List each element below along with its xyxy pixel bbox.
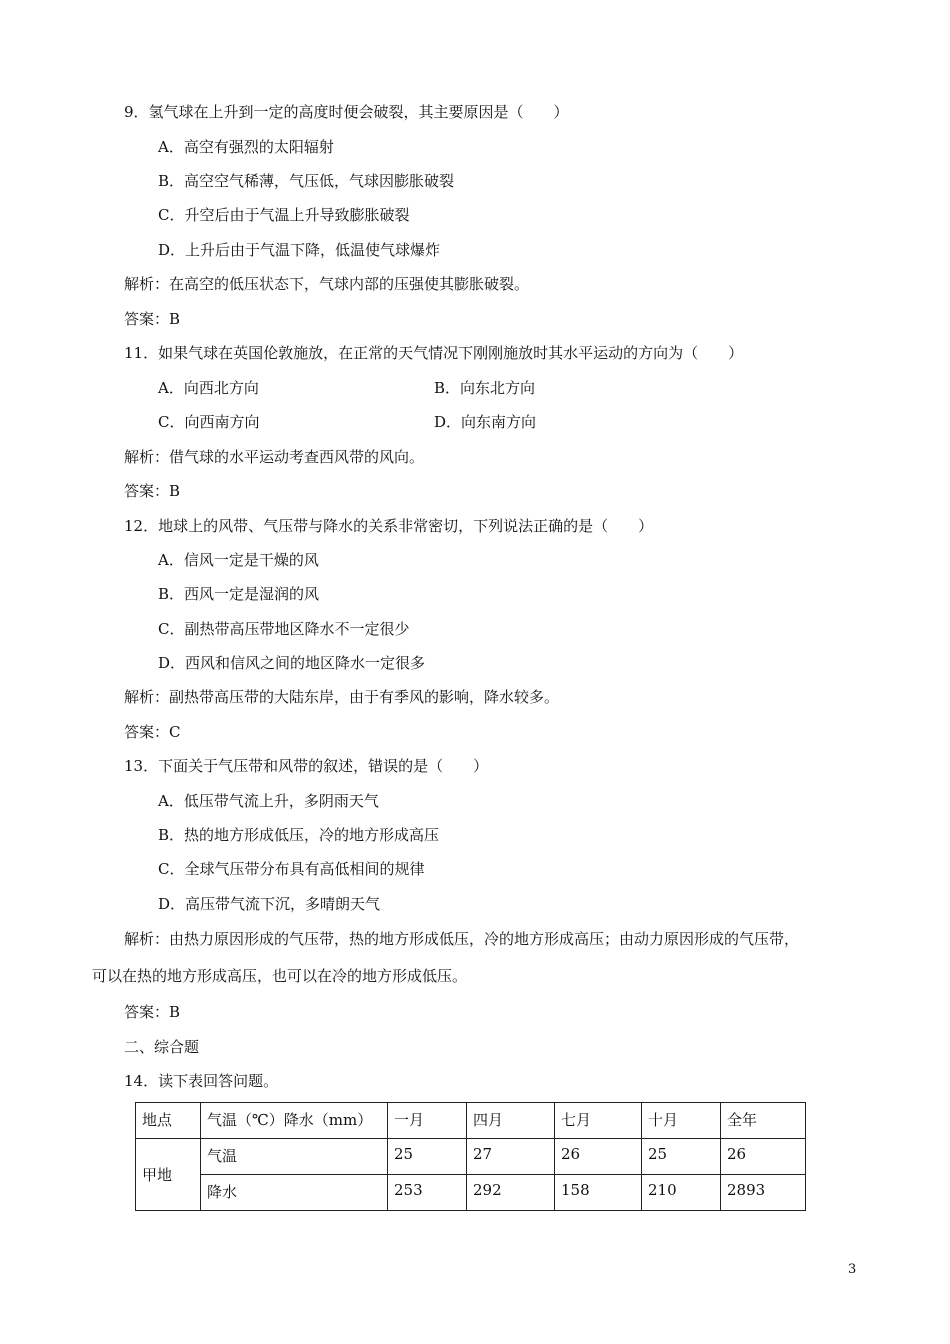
header-oct: 十月 [642,1103,721,1139]
place-cell: 甲地 [136,1139,201,1211]
question-12-option-b: B．西风一定是湿润的风 [158,585,320,603]
question-9-option-d: D．上升后由于气温下降，低温使气球爆炸 [158,241,441,259]
table-cell: 27 [467,1139,555,1175]
section-heading: 二、综合题 [124,1038,200,1056]
question-13-option-b: B．热的地方形成低压，冷的地方形成高压 [158,826,440,844]
row-label-precip: 降水 [201,1175,388,1211]
question-12-option-c: C．副热带高压带地区降水不一定很少 [158,620,410,638]
row-label-temp: 气温 [201,1139,388,1175]
table-header-row [136,1103,806,1139]
table-cell: 158 [555,1175,642,1211]
question-11-stem: 11．如果气球在英国伦敦施放，在正常的天气情况下刚刚施放时其水平运动的方向为（ ） [124,344,744,362]
question-11-option-c: C．向西南方向 [158,413,260,431]
question-13-explanation-line-2: 可以在热的地方形成高压，也可以在冷的地方形成低压。 [92,967,468,985]
table-cell: 253 [388,1175,467,1211]
question-9-explanation: 解析：在高空的低压状态下，气球内部的压强使其膨胀破裂。 [124,275,530,293]
header-jul: 七月 [555,1103,642,1139]
question-11-option-b: B．向东北方向 [434,379,536,397]
question-13-option-d: D．高压带气流下沉，多晴朗天气 [158,895,381,913]
question-9-option-c: C．升空后由于气温上升导致膨胀破裂 [158,206,410,224]
table-row [136,1175,806,1211]
header-apr: 四月 [467,1103,555,1139]
question-9-answer: 答案：B [124,310,181,328]
header-place: 地点 [136,1103,201,1139]
table-cell: 26 [721,1139,806,1175]
question-13-answer: 答案：B [124,1003,181,1021]
question-12-option-d: D．西风和信风之间的地区降水一定很多 [158,654,426,672]
question-13-option-a: A．低压带气流上升，多阴雨天气 [158,792,379,810]
table-cell: 292 [467,1175,555,1211]
question-9-option-a: A．高空有强烈的太阳辐射 [158,138,334,156]
table-cell: 210 [642,1175,721,1211]
question-13-option-c: C．全球气压带分布具有高低相间的规律 [158,860,425,878]
question-13-stem: 13．下面关于气压带和风带的叙述，错误的是（ ） [124,757,489,775]
question-12-answer: 答案：C [124,723,181,741]
question-11-explanation: 解析：借气球的水平运动考查西风带的风向。 [124,448,425,466]
question-9-stem: 9．氢气球在上升到一定的高度时便会破裂，其主要原因是（ ） [124,103,569,121]
table-cell: 25 [388,1139,467,1175]
question-11-option-d: D．向东南方向 [434,413,537,431]
header-jan: 一月 [388,1103,467,1139]
question-12-stem: 12．地球上的风带、气压带与降水的关系非常密切，下列说法正确的是（ ） [124,517,654,535]
question-11-option-a: A．向西北方向 [158,379,259,397]
question-11-answer: 答案：B [124,482,181,500]
question-14-stem: 14．读下表回答问题。 [124,1072,279,1090]
table-cell: 2893 [721,1175,806,1211]
page-number: 3 [848,1262,857,1277]
question-9-option-b: B．高空空气稀薄，气压低，气球因膨胀破裂 [158,172,455,190]
question-13-explanation-line-1: 解析：由热力原因形成的气压带，热的地方形成低压，冷的地方形成高压；由动力原因形成的气压带， [124,930,800,948]
header-year: 全年 [721,1103,806,1139]
table-cell: 25 [642,1139,721,1175]
table-cell: 26 [555,1139,642,1175]
question-12-explanation: 解析：副热带高压带的大陆东岸，由于有季风的影响，降水较多。 [124,688,560,706]
table-row [136,1139,806,1175]
climate-table [135,1102,806,1211]
header-metric: 气温（℃）降水（mm） [201,1103,388,1139]
question-12-option-a: A．信风一定是干燥的风 [158,551,319,569]
